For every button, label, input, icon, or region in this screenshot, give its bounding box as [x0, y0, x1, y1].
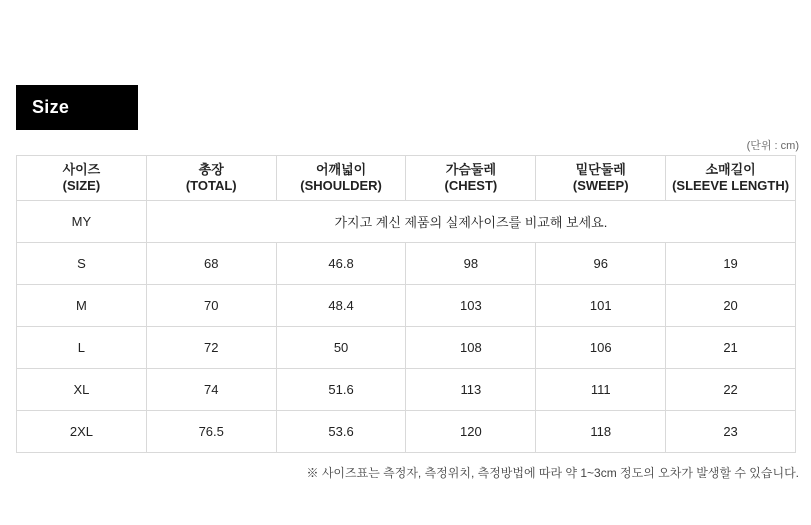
cell-chest: 103: [406, 285, 536, 327]
cell-chest: 113: [406, 369, 536, 411]
column-header-size-en: (SIZE): [62, 178, 101, 193]
cell-chest: 98: [406, 243, 536, 285]
cell-total: 72: [146, 327, 276, 369]
row-label-my: MY: [17, 201, 147, 243]
measurement-disclaimer: ※ 사이즈표는 측정자, 측정위치, 측정방법에 따라 약 1~3cm 정도의 오차가 발생할 수 있습니다.: [306, 466, 799, 480]
cell-size: S: [17, 243, 147, 285]
column-header-total-ko: 총장: [198, 161, 224, 177]
cell-sweep: 111: [536, 369, 666, 411]
column-header-sleeve-en: (SLEEVE LENGTH): [672, 178, 790, 193]
cell-sleeve: 22: [666, 369, 796, 411]
column-header-size-ko: 사이즈: [62, 161, 101, 177]
column-header-sweep-en: (SWEEP): [572, 178, 629, 193]
cell-sleeve: 19: [666, 243, 796, 285]
cell-shoulder: 50: [276, 327, 406, 369]
column-header-chest: [406, 156, 536, 201]
cell-total: 74: [146, 369, 276, 411]
table-row: [17, 285, 796, 327]
unit-note: (단위 : cm): [746, 140, 799, 152]
cell-sleeve: 20: [666, 285, 796, 327]
cell-sleeve: 21: [666, 327, 796, 369]
cell-shoulder: 53.6: [276, 411, 406, 453]
my-row-note: 가지고 계신 제품의 실제사이즈를 비교해 보세요.: [146, 201, 795, 243]
cell-sweep: 101: [536, 285, 666, 327]
size-badge: [16, 85, 138, 130]
cell-sweep: 96: [536, 243, 666, 285]
size-table-wrapper: [16, 155, 796, 453]
cell-shoulder: 51.6: [276, 369, 406, 411]
column-header-total-en: (TOTAL): [185, 178, 237, 193]
table-header-row: [17, 156, 796, 201]
size-table-body: [17, 201, 796, 453]
cell-sleeve: 23: [666, 411, 796, 453]
size-badge-label: Size: [32, 97, 70, 117]
size-table-head: [17, 156, 796, 201]
cell-total: 70: [146, 285, 276, 327]
column-header-sweep-ko: 밑단둘레: [575, 161, 626, 177]
cell-size: M: [17, 285, 147, 327]
column-header-chest-ko: 가슴둘레: [445, 161, 497, 177]
table-row: [17, 369, 796, 411]
column-header-shoulder-ko: 어깨넓이: [315, 161, 367, 177]
cell-size: XL: [17, 369, 147, 411]
table-row-my: [17, 201, 796, 243]
cell-shoulder: 48.4: [276, 285, 406, 327]
column-header-sleeve-ko: 소매길이: [705, 161, 756, 177]
column-header-size: [17, 156, 147, 201]
column-header-shoulder-en: (SHOULDER): [300, 178, 382, 193]
column-header-total: [146, 156, 276, 201]
cell-sweep: 118: [536, 411, 666, 453]
column-header-shoulder: [276, 156, 406, 201]
table-row: [17, 327, 796, 369]
cell-size: L: [17, 327, 147, 369]
column-header-chest-en: (CHEST): [444, 178, 498, 193]
table-row: [17, 411, 796, 453]
cell-size: 2XL: [17, 411, 147, 453]
cell-chest: 120: [406, 411, 536, 453]
cell-sweep: 106: [536, 327, 666, 369]
table-row: [17, 243, 796, 285]
cell-total: 68: [146, 243, 276, 285]
cell-total: 76.5: [146, 411, 276, 453]
size-table: [16, 155, 796, 453]
column-header-sweep: [536, 156, 666, 201]
column-header-sleeve: [666, 156, 796, 201]
cell-chest: 108: [406, 327, 536, 369]
cell-shoulder: 46.8: [276, 243, 406, 285]
